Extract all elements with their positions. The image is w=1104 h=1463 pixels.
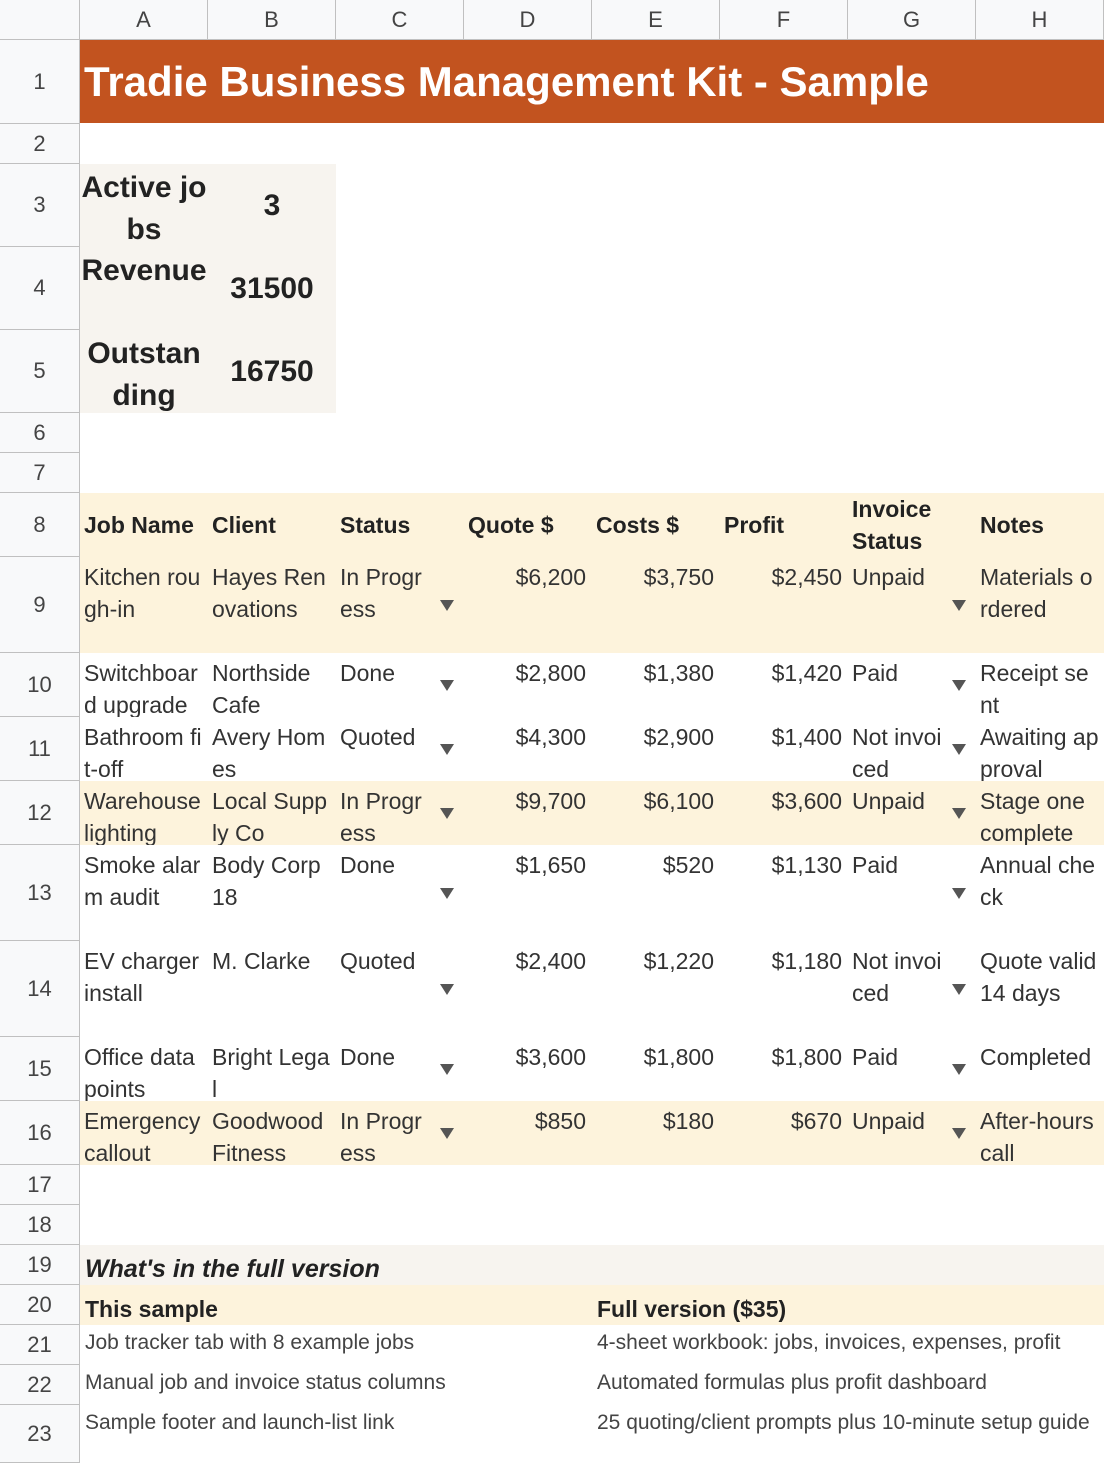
dropdown-caret-icon[interactable] (952, 1128, 966, 1139)
dropdown-caret-icon[interactable] (952, 600, 966, 611)
page-title: Tradie Business Management Kit - Sample (80, 40, 1104, 123)
row-header-23[interactable]: 23 (0, 1405, 80, 1463)
cell-client[interactable]: Northside Cafe (212, 660, 311, 717)
cell-job-name[interactable]: Smoke alarm audit (84, 852, 201, 910)
dropdown-caret-icon[interactable] (440, 680, 454, 691)
dropdown-caret-icon[interactable] (440, 888, 454, 899)
cell-notes[interactable]: Completed (980, 1044, 1092, 1070)
cell-costs[interactable]: $1,800 (643, 1044, 714, 1070)
kpi-label-revenue: Revenue (81, 254, 207, 287)
cell-notes[interactable]: Awaiting approval (980, 724, 1099, 781)
cell-quote[interactable]: $850 (534, 1108, 586, 1134)
sample-feature-item: Sample footer and launch-list link (85, 1411, 395, 1434)
column-header-d[interactable]: D (464, 0, 592, 40)
cell-invoice-status[interactable]: Not invoiced (852, 724, 942, 781)
dropdown-caret-icon[interactable] (440, 600, 454, 611)
cell-profit[interactable]: $2,450 (771, 564, 842, 590)
comparison-header-full: Full version ($35) (597, 1296, 787, 1322)
row-header-22[interactable]: 22 (0, 1365, 80, 1405)
column-header-g[interactable]: G (848, 0, 976, 40)
cell-status[interactable]: Done (340, 660, 395, 686)
cell-invoice-status[interactable]: Paid (852, 852, 899, 878)
header-job-name[interactable]: Job Name (84, 512, 194, 538)
row-header-8[interactable]: 8 (0, 493, 80, 557)
cell-client[interactable]: M. Clarke (212, 948, 311, 974)
column-header-b[interactable]: B (208, 0, 336, 40)
cell-profit[interactable]: $1,420 (771, 660, 842, 686)
cell-notes[interactable]: Receipt sent (980, 660, 1089, 717)
cell-quote[interactable]: $3,600 (515, 1044, 586, 1070)
row-header-7[interactable]: 7 (0, 453, 80, 493)
cell-invoice-status[interactable]: Paid (852, 1044, 899, 1070)
cell-invoice-status[interactable]: Unpaid (852, 788, 925, 814)
cell-status[interactable]: In Progress (340, 788, 422, 845)
cell-job-name[interactable]: Office data points (84, 1044, 195, 1101)
header-invoice-status[interactable]: Invoice Status (852, 496, 932, 554)
row-header-3[interactable]: 3 (0, 164, 80, 247)
cell-quote[interactable]: $2,400 (515, 948, 586, 974)
cell-costs[interactable]: $520 (662, 852, 714, 878)
cell-profit[interactable]: $1,130 (771, 852, 842, 878)
row-header-13[interactable]: 13 (0, 845, 80, 941)
row-header-9[interactable]: 9 (0, 557, 80, 653)
header-client[interactable]: Client (212, 512, 276, 538)
cell-costs[interactable]: $6,100 (643, 788, 714, 814)
dropdown-caret-icon[interactable] (440, 808, 454, 819)
row-header-17[interactable]: 17 (0, 1165, 80, 1205)
dropdown-caret-icon[interactable] (440, 984, 454, 995)
row-header-11[interactable]: 11 (0, 717, 80, 781)
row-header-1[interactable]: 1 (0, 40, 80, 124)
cell-status[interactable]: Quoted (340, 724, 416, 750)
dropdown-caret-icon[interactable] (440, 1064, 454, 1075)
cell-profit[interactable]: $1,180 (771, 948, 842, 974)
column-header-h[interactable]: H (976, 0, 1104, 40)
cell-quote[interactable]: $4,300 (515, 724, 586, 750)
column-header-c[interactable]: C (336, 0, 464, 40)
cell-notes[interactable]: Annual check (980, 852, 1096, 910)
cell-profit[interactable]: $1,400 (771, 724, 842, 750)
cell-quote[interactable]: $1,650 (515, 852, 586, 878)
row-header-18[interactable]: 18 (0, 1205, 80, 1245)
cell-status[interactable]: In Progress (340, 564, 422, 622)
cell-status[interactable]: Done (340, 852, 395, 878)
cell-job-name[interactable]: Warehouse lighting (84, 788, 201, 845)
cell-client[interactable]: Goodwood Fitness (212, 1108, 324, 1165)
dropdown-caret-icon[interactable] (952, 1064, 966, 1075)
row-header-10[interactable]: 10 (0, 653, 80, 717)
cell-client[interactable]: Hayes Renovations (212, 564, 326, 622)
cell-profit[interactable]: $3,600 (771, 788, 842, 814)
cell-profit[interactable]: $670 (790, 1108, 842, 1134)
cell-invoice-status[interactable]: Paid (852, 660, 899, 686)
cell-status[interactable]: Done (340, 1044, 395, 1070)
kpi-value-revenue: 31500 (230, 272, 314, 305)
cell-quote[interactable]: $9,700 (515, 788, 586, 814)
header-costs[interactable]: Costs $ (596, 512, 680, 538)
comparison-header-band (80, 1285, 1104, 1325)
kpi-label-outstanding: Outstanding (87, 337, 201, 412)
column-header-a[interactable]: A (80, 0, 208, 40)
cell-invoice-status[interactable]: Unpaid (852, 564, 925, 590)
section-heading: What's in the full version (85, 1255, 380, 1283)
row-header-6[interactable]: 6 (0, 413, 80, 453)
row-header-15[interactable]: 15 (0, 1037, 80, 1101)
cell-client[interactable]: Body Corp 18 (212, 852, 321, 910)
column-header-e[interactable]: E (592, 0, 720, 40)
cell-notes[interactable]: Stage one complete (980, 788, 1085, 845)
cell-client[interactable]: Bright Legal (212, 1044, 330, 1101)
cell-status[interactable]: In Progress (340, 1108, 422, 1165)
comparison-header-sample: This sample (85, 1296, 218, 1322)
dropdown-caret-icon[interactable] (952, 984, 966, 995)
row-header-2[interactable]: 2 (0, 124, 80, 164)
column-header-f[interactable]: F (720, 0, 848, 40)
cell-job-name[interactable]: Bathroom fit-off (84, 724, 202, 781)
row-header-12[interactable]: 12 (0, 781, 80, 845)
kpi-value-outstanding: 16750 (230, 355, 314, 388)
row-header-16[interactable]: 16 (0, 1101, 80, 1165)
cell-costs[interactable]: $2,900 (643, 724, 714, 750)
row-header-20[interactable]: 20 (0, 1285, 80, 1325)
cell-costs[interactable]: $1,220 (643, 948, 714, 974)
select-all-corner[interactable] (0, 0, 80, 40)
row-header-14[interactable]: 14 (0, 941, 80, 1037)
cell-costs[interactable]: $3,750 (643, 564, 714, 590)
header-profit[interactable]: Profit (724, 512, 785, 538)
dropdown-caret-icon[interactable] (440, 1128, 454, 1139)
cell-job-name[interactable]: EV charger install (84, 948, 200, 1006)
full-feature-item: 4-sheet workbook: jobs, invoices, expenses, profit (597, 1331, 1061, 1354)
dropdown-caret-icon[interactable] (952, 744, 966, 755)
header-notes[interactable]: Notes (980, 512, 1044, 538)
kpi-label-active-jobs: Active jobs (81, 171, 207, 246)
dropdown-caret-icon[interactable] (440, 744, 454, 755)
cell-client[interactable]: Local Supply Co (212, 788, 328, 845)
header-quote[interactable]: Quote $ (468, 512, 554, 538)
full-feature-item: Automated formulas plus profit dashboard (597, 1371, 987, 1394)
cell-costs[interactable]: $1,380 (643, 660, 714, 686)
dropdown-caret-icon[interactable] (952, 808, 966, 819)
row-header-21[interactable]: 21 (0, 1325, 80, 1365)
full-feature-item: 25 quoting/client prompts plus 10-minute setup guide (597, 1411, 1090, 1434)
cell-invoice-status[interactable]: Not invoiced (852, 948, 942, 1006)
row-header-5[interactable]: 5 (0, 330, 80, 413)
dropdown-caret-icon[interactable] (952, 680, 966, 691)
cell-client[interactable]: Avery Homes (212, 724, 326, 781)
row-header-19[interactable]: 19 (0, 1245, 80, 1285)
cell-costs[interactable]: $180 (662, 1108, 714, 1134)
kpi-value-active-jobs: 3 (263, 189, 281, 222)
sample-feature-item: Job tracker tab with 8 example jobs (85, 1331, 415, 1354)
cell-job-name[interactable]: Emergency callout (84, 1108, 201, 1165)
cell-job-name[interactable]: Switchboard upgrade (84, 660, 198, 717)
cell-notes[interactable]: Materials ordered (980, 564, 1093, 622)
cell-invoice-status[interactable]: Unpaid (852, 1108, 925, 1134)
cell-quote[interactable]: $2,800 (515, 660, 586, 686)
dropdown-caret-icon[interactable] (952, 888, 966, 899)
cell-quote[interactable]: $6,200 (515, 564, 586, 590)
cell-status[interactable]: Quoted (340, 948, 416, 974)
cell-job-name[interactable]: Kitchen rough-in (84, 564, 201, 622)
sample-feature-item: Manual job and invoice status columns (85, 1371, 446, 1394)
cell-notes[interactable]: Quote valid 14 days (980, 948, 1097, 1006)
row-header-4[interactable]: 4 (0, 247, 80, 330)
cell-notes[interactable]: After-hours call (980, 1108, 1094, 1165)
header-status[interactable]: Status (340, 512, 411, 538)
cell-profit[interactable]: $1,800 (771, 1044, 842, 1070)
